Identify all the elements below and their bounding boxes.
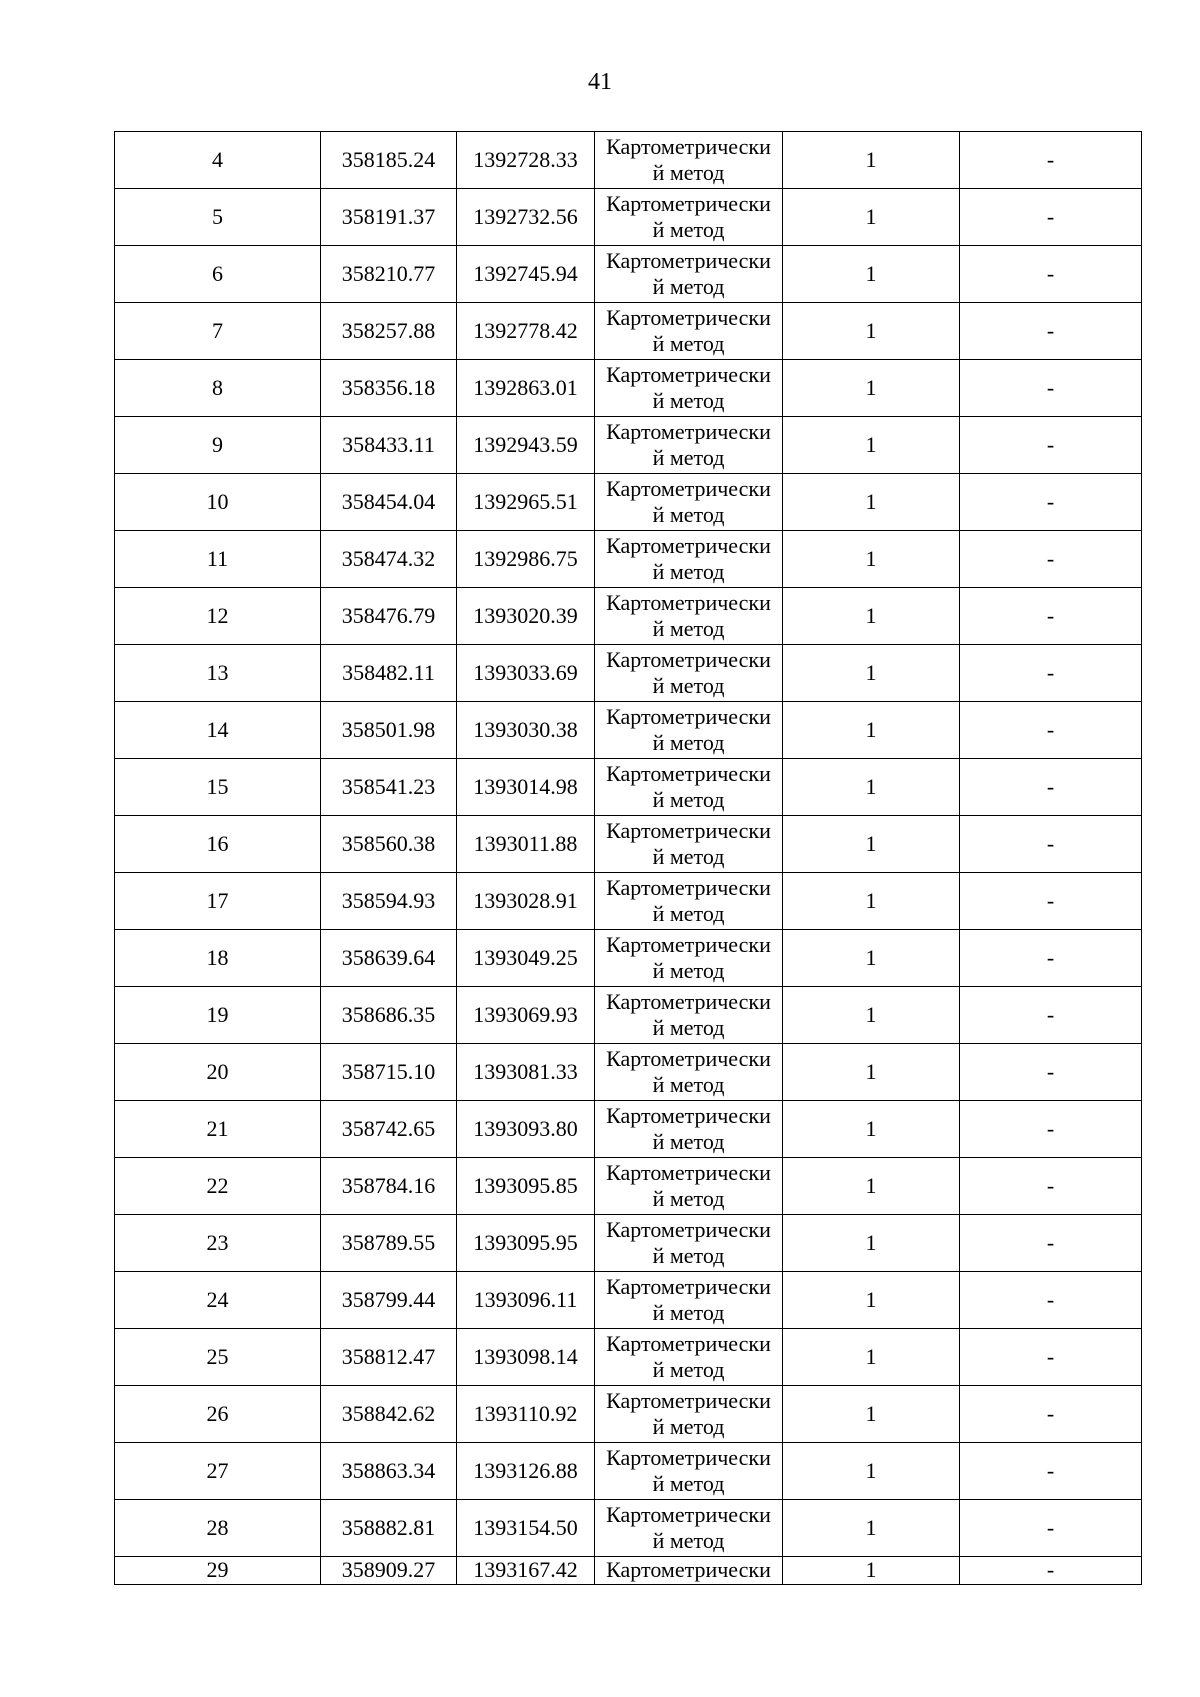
y-coordinate-cell: 1393020.39 [457,588,595,645]
method-cell [595,702,783,759]
y-coordinate-cell: 1393069.93 [457,987,595,1044]
x-coordinate-cell: 358185.24 [321,132,457,189]
method-text-line1: Картометрически [606,1502,771,1527]
point-number-cell: 10 [115,474,321,531]
y-coordinate-cell: 1393011.88 [457,816,595,873]
method-text-line2: й метод [652,1300,725,1325]
method-text-line1: Картометрически [606,248,771,273]
point-number-cell: 19 [115,987,321,1044]
method-cell [595,588,783,645]
x-coordinate-cell: 358257.88 [321,303,457,360]
method-text-line1: Картометрически [606,1331,771,1356]
accuracy-cell: 1 [783,474,960,531]
point-number-cell: 5 [115,189,321,246]
method-cell [595,417,783,474]
accuracy-cell: 1 [783,132,960,189]
x-coordinate-cell: 358909.27 [321,1557,457,1585]
y-coordinate-cell: 1393154.50 [457,1500,595,1557]
method-cell [595,1386,783,1443]
x-coordinate-cell: 358560.38 [321,816,457,873]
note-cell: - [960,1443,1142,1500]
y-coordinate-cell: 1392732.56 [457,189,595,246]
accuracy-cell: 1 [783,987,960,1044]
x-coordinate-cell: 358842.62 [321,1386,457,1443]
method-text-line2: й метод [652,616,725,641]
y-coordinate-cell: 1392778.42 [457,303,595,360]
note-cell: - [960,1215,1142,1272]
x-coordinate-cell: 358541.23 [321,759,457,816]
method-text-line1: Картометрически [606,362,771,387]
table-row [115,1500,1142,1557]
x-coordinate-cell: 358784.16 [321,1158,457,1215]
table-row [115,816,1142,873]
y-coordinate-cell: 1393098.14 [457,1329,595,1386]
y-coordinate-cell: 1392965.51 [457,474,595,531]
table-row [115,930,1142,987]
method-text-line2: й метод [652,274,725,299]
x-coordinate-cell: 358812.47 [321,1329,457,1386]
accuracy-cell: 1 [783,1557,960,1585]
x-coordinate-cell: 358476.79 [321,588,457,645]
table-row [115,1443,1142,1500]
x-coordinate-cell: 358454.04 [321,474,457,531]
point-number-cell: 7 [115,303,321,360]
method-text-line2: й метод [652,1357,725,1382]
x-coordinate-cell: 358474.32 [321,531,457,588]
table-row [115,759,1142,816]
accuracy-cell: 1 [783,1500,960,1557]
x-coordinate-cell: 358501.98 [321,702,457,759]
coordinates-table [114,131,1142,1585]
note-cell: - [960,360,1142,417]
note-cell: - [960,1329,1142,1386]
table-row [115,1329,1142,1386]
accuracy-cell: 1 [783,1044,960,1101]
point-number-cell: 9 [115,417,321,474]
method-text-line1: Картометрически [606,134,771,159]
method-cell [595,303,783,360]
x-coordinate-cell: 358433.11 [321,417,457,474]
accuracy-cell: 1 [783,873,960,930]
method-text-line2: й метод [652,958,725,983]
accuracy-cell: 1 [783,1101,960,1158]
y-coordinate-cell: 1392863.01 [457,360,595,417]
method-text-line2: й метод [652,445,725,470]
x-coordinate-cell: 358882.81 [321,1500,457,1557]
x-coordinate-cell: 358639.64 [321,930,457,987]
note-cell: - [960,930,1142,987]
accuracy-cell: 1 [783,360,960,417]
table-row [115,1044,1142,1101]
note-cell: - [960,1386,1142,1443]
accuracy-cell: 1 [783,1443,960,1500]
table-row [115,1158,1142,1215]
y-coordinate-cell: 1393096.11 [457,1272,595,1329]
point-number-cell: 18 [115,930,321,987]
y-coordinate-cell: 1393049.25 [457,930,595,987]
accuracy-cell: 1 [783,702,960,759]
method-text-line1: Картометрически [606,1046,771,1071]
method-text-line2: й метод [652,1129,725,1154]
method-cell [595,1215,783,1272]
x-coordinate-cell: 358356.18 [321,360,457,417]
y-coordinate-cell: 1393093.80 [457,1101,595,1158]
accuracy-cell: 1 [783,303,960,360]
method-cell [595,360,783,417]
method-text-line1: Картометрически [606,590,771,615]
y-coordinate-cell: 1393014.98 [457,759,595,816]
note-cell: - [960,246,1142,303]
note-cell: - [960,189,1142,246]
point-number-cell: 20 [115,1044,321,1101]
table-row [115,987,1142,1044]
point-number-cell: 15 [115,759,321,816]
y-coordinate-cell: 1392986.75 [457,531,595,588]
method-text-line2: й метод [652,787,725,812]
method-text-line2: й метод [652,217,725,242]
table-row [115,531,1142,588]
method-text-line2: й метод [652,1243,725,1268]
table-body [115,132,1142,1585]
method-text-line1: Картометрически [606,191,771,216]
method-text-line1: Картометрически [606,647,771,672]
note-cell: - [960,1557,1142,1585]
accuracy-cell: 1 [783,645,960,702]
method-text-line1: Картометрически [606,419,771,444]
point-number-cell: 8 [115,360,321,417]
method-text-line2: й метод [652,502,725,527]
method-text-line2: й метод [652,1072,725,1097]
point-number-cell: 21 [115,1101,321,1158]
method-text-line2: й метод [652,1471,725,1496]
accuracy-cell: 1 [783,1158,960,1215]
point-number-cell: 11 [115,531,321,588]
point-number-cell: 12 [115,588,321,645]
accuracy-cell: 1 [783,816,960,873]
point-number-cell: 16 [115,816,321,873]
note-cell: - [960,873,1142,930]
accuracy-cell: 1 [783,1386,960,1443]
method-cell [595,1272,783,1329]
method-cell [595,1101,783,1158]
x-coordinate-cell: 358686.35 [321,987,457,1044]
x-coordinate-cell: 358715.10 [321,1044,457,1101]
y-coordinate-cell: 1392943.59 [457,417,595,474]
table-row [115,303,1142,360]
x-coordinate-cell: 358742.65 [321,1101,457,1158]
method-text-line1: Картометрически [606,305,771,330]
x-coordinate-cell: 358789.55 [321,1215,457,1272]
note-cell: - [960,588,1142,645]
method-cell [595,873,783,930]
y-coordinate-cell: 1393167.42 [457,1557,595,1585]
method-cell [595,1329,783,1386]
point-number-cell: 4 [115,132,321,189]
note-cell: - [960,759,1142,816]
point-number-cell: 27 [115,1443,321,1500]
table-row [115,1272,1142,1329]
method-cell [595,1158,783,1215]
x-coordinate-cell: 358594.93 [321,873,457,930]
method-text-line2: й метод [652,1015,725,1040]
method-text-line1: Картометрически [606,932,771,957]
method-text-line2: й метод [652,1414,725,1439]
method-text-line1: Картометрически [606,476,771,501]
accuracy-cell: 1 [783,759,960,816]
method-cell [595,930,783,987]
point-number-cell: 23 [115,1215,321,1272]
method-text-line2: й метод [652,673,725,698]
y-coordinate-cell: 1393033.69 [457,645,595,702]
x-coordinate-cell: 358799.44 [321,1272,457,1329]
note-cell: - [960,645,1142,702]
accuracy-cell: 1 [783,1215,960,1272]
x-coordinate-cell: 358210.77 [321,246,457,303]
accuracy-cell: 1 [783,531,960,588]
accuracy-cell: 1 [783,189,960,246]
point-number-cell: 25 [115,1329,321,1386]
table-row [115,588,1142,645]
point-number-cell: 29 [115,1557,321,1585]
method-text-line1: Картометрически [606,761,771,786]
y-coordinate-cell: 1392728.33 [457,132,595,189]
note-cell: - [960,132,1142,189]
table-row [115,132,1142,189]
method-cell [595,645,783,702]
method-text-line1: Картометрически [606,989,771,1014]
note-cell: - [960,531,1142,588]
method-text-line2: й метод [652,1186,725,1211]
method-text-line1: Картометрически [606,1557,771,1582]
note-cell: - [960,417,1142,474]
table-row [115,873,1142,930]
method-cell [595,1500,783,1557]
method-cell [595,1443,783,1500]
table-row [115,1215,1142,1272]
point-number-cell: 22 [115,1158,321,1215]
page-number: 41 [588,69,612,95]
table-row [115,1101,1142,1158]
table-row [115,189,1142,246]
accuracy-cell: 1 [783,246,960,303]
note-cell: - [960,1158,1142,1215]
table-row [115,1557,1142,1585]
method-text-line1: Картометрически [606,818,771,843]
note-cell: - [960,303,1142,360]
method-cell [595,1557,783,1585]
accuracy-cell: 1 [783,930,960,987]
y-coordinate-cell: 1392745.94 [457,246,595,303]
method-text-line2: й метод [652,1528,725,1553]
method-cell [595,246,783,303]
accuracy-cell: 1 [783,1329,960,1386]
method-text-line1: Картометрически [606,1388,771,1413]
y-coordinate-cell: 1393126.88 [457,1443,595,1500]
method-text-line1: Картометрически [606,875,771,900]
point-number-cell: 28 [115,1500,321,1557]
note-cell: - [960,987,1142,1044]
method-cell [595,189,783,246]
point-number-cell: 26 [115,1386,321,1443]
note-cell: - [960,702,1142,759]
method-text-line2: й метод [652,559,725,584]
accuracy-cell: 1 [783,417,960,474]
method-text-line2: й метод [652,844,725,869]
accuracy-cell: 1 [783,588,960,645]
table-row [115,474,1142,531]
table-row [115,417,1142,474]
y-coordinate-cell: 1393081.33 [457,1044,595,1101]
x-coordinate-cell: 358191.37 [321,189,457,246]
y-coordinate-cell: 1393030.38 [457,702,595,759]
method-cell [595,132,783,189]
note-cell: - [960,1101,1142,1158]
note-cell: - [960,1272,1142,1329]
method-text-line1: Картометрически [606,1274,771,1299]
table-row [115,1386,1142,1443]
point-number-cell: 13 [115,645,321,702]
note-cell: - [960,474,1142,531]
method-cell [595,816,783,873]
note-cell: - [960,816,1142,873]
method-text-line2: й метод [652,730,725,755]
method-cell [595,759,783,816]
method-text-line2: й метод [652,901,725,926]
method-text-line1: Картометрически [606,704,771,729]
accuracy-cell: 1 [783,1272,960,1329]
method-cell [595,987,783,1044]
method-text-line2: й метод [652,331,725,356]
x-coordinate-cell: 358863.34 [321,1443,457,1500]
point-number-cell: 17 [115,873,321,930]
table-row [115,360,1142,417]
point-number-cell: 6 [115,246,321,303]
x-coordinate-cell: 358482.11 [321,645,457,702]
method-text-line2: й метод [652,160,725,185]
table-row [115,645,1142,702]
method-text-line1: Картометрически [606,533,771,558]
method-text-line1: Картометрически [606,1160,771,1185]
note-cell: - [960,1500,1142,1557]
method-cell [595,1044,783,1101]
y-coordinate-cell: 1393028.91 [457,873,595,930]
point-number-cell: 14 [115,702,321,759]
table-row [115,702,1142,759]
method-cell [595,474,783,531]
note-cell: - [960,1044,1142,1101]
y-coordinate-cell: 1393110.92 [457,1386,595,1443]
method-text-line1: Картометрически [606,1217,771,1242]
method-text-line2: й метод [652,388,725,413]
point-number-cell: 24 [115,1272,321,1329]
method-cell [595,531,783,588]
method-text-line1: Картометрически [606,1103,771,1128]
table-row [115,246,1142,303]
y-coordinate-cell: 1393095.95 [457,1215,595,1272]
y-coordinate-cell: 1393095.85 [457,1158,595,1215]
method-text-line1: Картометрически [606,1445,771,1470]
